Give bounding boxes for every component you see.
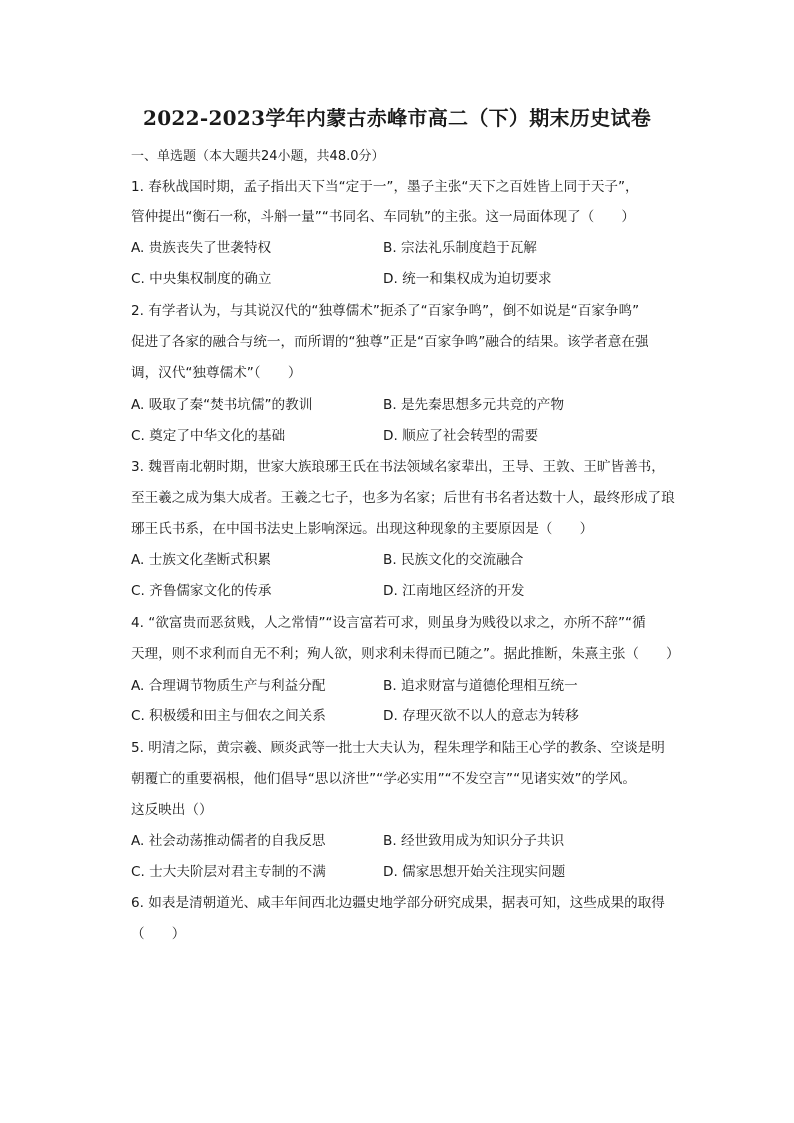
q5-option-a: A. 社会动荡推动儒者的自我反思 (131, 833, 326, 849)
section-heading: 一、单选题（本大题共24小题，共48.0分） (131, 149, 385, 164)
q3-option-c: C. 齐鲁儒家文化的传承 (131, 583, 272, 599)
q1-option-a: A. 贵族丧失了世袭特权 (131, 240, 272, 256)
q3-option-a: A. 士族文化垄断式积累 (131, 552, 272, 568)
q2-option-a: A. 吸取了秦“焚书坑儒”的教训 (131, 397, 313, 413)
q3-option-b: B. 民族文化的交流融合 (383, 552, 524, 568)
q4-line-2: 天理，则不求利而自无不利；殉人欲，则求利未得而已随之”。据此推断，朱熹主张（ ） (131, 646, 680, 662)
q1-line-2: 管仲提出“衡石一称，斗斛一量”“书同名、车同轨”的主张。这一局面体现了（ ） (131, 209, 635, 225)
q3-line-2: 至王羲之成为集大成者。王羲之七子，也多为名家；后世有书名者达数十人，最终形成了琅 (131, 490, 675, 506)
q2-option-b: B. 是先秦思想多元共竞的产物 (383, 397, 565, 413)
q5-line-1: 5. 明清之际，黄宗羲、顾炎武等一批士大夫认为，程朱理学和陆王心学的教条、空谈是明 (131, 740, 665, 756)
q5-line-3: 这反映出（） (131, 802, 213, 818)
q3-line-3: 琊王氏书系，在中国书法史上影响深远。出现这种现象的主要原因是（ ） (131, 521, 594, 537)
q4-option-b: B. 追求财富与道德伦理相互统一 (383, 678, 578, 694)
q3-line-1: 3. 魏晋南北朝时期，世家大族琅琊王氏在书法领域名家辈出，王导、王敦、王旷皆善书， (131, 459, 665, 475)
q2-line-3: 调，汉代“独尊儒术”（ ） (131, 365, 302, 381)
q4-option-d: D. 存理灭欲不以人的意志为转移 (383, 708, 579, 724)
q5-option-b: B. 经世致用成为知识分子共识 (383, 833, 565, 849)
q3-option-d: D. 江南地区经济的开发 (383, 583, 525, 599)
q1-option-d: D. 统一和集权成为迫切要求 (383, 271, 552, 287)
q4-option-a: A. 合理调节物质生产与利益分配 (131, 678, 326, 694)
q4-line-1: 4. “欲富贵而恶贫贱，人之常情”“设言富若可求，则虽身为贱役以求之，亦所不辞”“循 (131, 615, 646, 631)
q5-line-2: 朝覆亡的重要祸根，他们倡导“思以济世”“学必实用”“不发空言”“见诸实效”的学风。 (131, 771, 636, 787)
q2-option-d: D. 顺应了社会转型的需要 (383, 428, 539, 444)
q2-line-2: 促进了各家的融合与统一，而所谓的“独尊”正是“百家争鸣”融合的结果。该学者意在强 (131, 334, 649, 350)
q5-option-c: C. 士大夫阶层对君主专制的不满 (131, 864, 326, 880)
q6-line-2: （ ） (131, 926, 186, 942)
q1-option-b: B. 宗法礼乐制度趋于瓦解 (383, 240, 537, 256)
q4-option-c: C. 积极缓和田主与佃农之间关系 (131, 708, 326, 724)
q1-line-1: 1. 春秋战国时期，孟子指出天下当“定于一”，墨子主张“天下之百姓皆上同于天子”， (131, 179, 639, 195)
q5-option-d: D. 儒家思想开始关注现实问题 (383, 864, 566, 880)
q2-option-c: C. 奠定了中华文化的基础 (131, 428, 286, 444)
q2-line-1: 2. 有学者认为，与其说汉代的“独尊儒术”扼杀了“百家争鸣”，倒不如说是“百家争鸣” (131, 303, 640, 319)
page-title: 2022-2023学年内蒙古赤峰市高二（下）期末历史试卷 (142, 106, 652, 130)
q1-option-c: C. 中央集权制度的确立 (131, 271, 272, 287)
q6-line-1: 6. 如表是清朝道光、咸丰年间西北边疆史地学部分研究成果，据表可知，这些成果的取得 (131, 895, 665, 911)
